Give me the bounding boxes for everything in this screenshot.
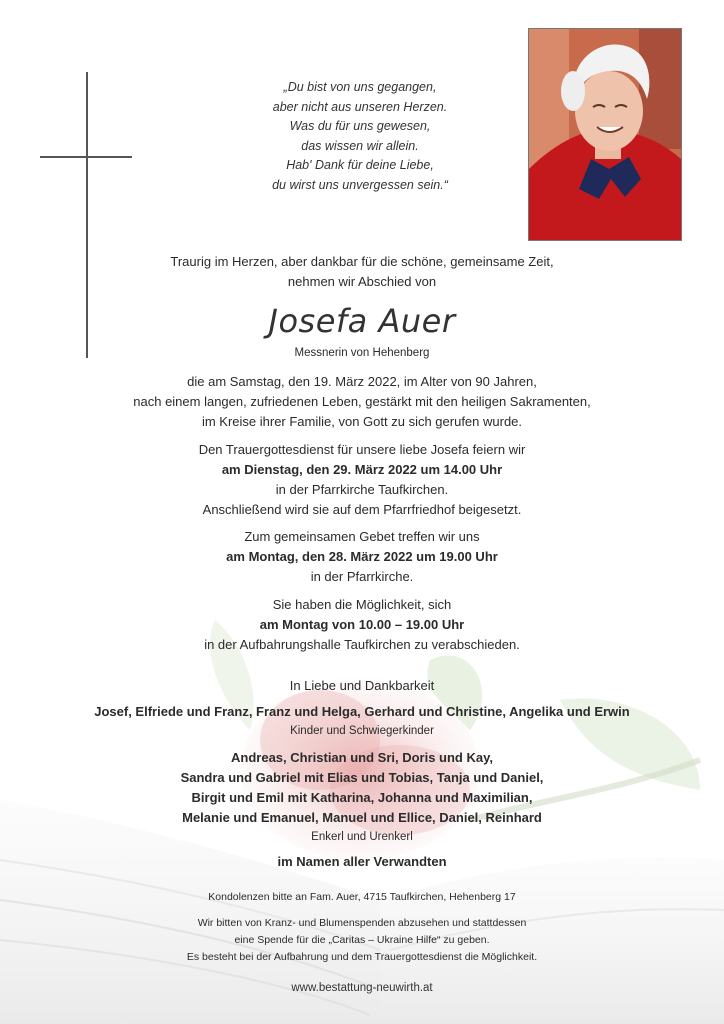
memorial-quote bbox=[210, 78, 510, 195]
prayer-date: am Montag, den 28. März 2022 um 19.00 Uhr bbox=[226, 549, 498, 564]
funeral-service bbox=[0, 440, 724, 520]
donation-line: Es besteht bei der Aufbahrung und dem Trauergottesdienst die Möglichkeit. bbox=[186, 951, 538, 963]
condolence-text: Kondolenzen bitte an Fam. Auer, 4715 Taufkirchen, Hehenberg 17 bbox=[208, 891, 516, 903]
death-notice-line: die am Samstag, den 19. März 2022, im Alter von 90 Jahren, bbox=[187, 374, 537, 389]
death-notice bbox=[0, 372, 724, 432]
funeral-intro: Den Trauergottesdienst für unsere liebe Josefa feiern wir bbox=[198, 442, 526, 457]
viewing-place: in der Aufbahrungshalle Taufkirchen zu verabschieden. bbox=[204, 637, 520, 652]
intro-line: Traurig im Herzen, aber dankbar für die schöne, gemeinsame Zeit, bbox=[170, 254, 554, 269]
funeral-date: am Dienstag, den 29. März 2022 um 14.00 Uhr bbox=[221, 462, 503, 477]
quote-line: das wissen wir allein. bbox=[301, 138, 419, 153]
deceased-title: Messnerin von Hehenberg bbox=[294, 347, 430, 359]
grandchildren-names: Birgit und Emil mit Katharina, Johanna und Maximilian, bbox=[191, 790, 533, 805]
death-notice-line: nach einem langen, zufriedenen Leben, gestärkt mit den heiligen Sakramenten, bbox=[133, 394, 591, 409]
prayer-service bbox=[0, 527, 724, 587]
grandchildren-label: Enkerl und Urenkerl bbox=[311, 831, 413, 843]
closing-block bbox=[0, 676, 724, 696]
children-names: Josef, Elfriede und Franz, Franz und Helga, Gerhard und Christine, Angelika und Erwin bbox=[94, 704, 630, 719]
viewing-intro: Sie haben die Möglichkeit, sich bbox=[272, 597, 452, 612]
portrait-photo bbox=[528, 28, 682, 241]
death-notice-line: im Kreise ihrer Familie, von Gott zu sich gerufen wurde. bbox=[201, 414, 523, 429]
quote-line: „Du bist von uns gegangen, bbox=[283, 80, 437, 94]
grandchildren-names: Sandra und Gabriel mit Elias und Tobias, Tanja und Daniel, bbox=[180, 770, 544, 785]
website-link[interactable]: www.bestattung-neuwirth.at bbox=[291, 982, 433, 994]
donation-line: eine Spende für die „Caritas – Ukraine Hilfe“ zu geben. bbox=[234, 934, 490, 946]
viewing-info bbox=[0, 595, 724, 655]
relatives-block bbox=[0, 852, 724, 872]
funeral-place: in der Pfarrkirche Taufkirchen. bbox=[275, 482, 449, 497]
quote-line: Hab' Dank für deine Liebe, bbox=[286, 158, 434, 172]
viewing-date: am Montag von 10.00 – 19.00 Uhr bbox=[259, 617, 465, 632]
intro-line: nehmen wir Abschied von bbox=[287, 274, 437, 289]
grandchildren-names: Andreas, Christian und Sri, Doris und Kay, bbox=[231, 750, 493, 765]
donation-line: Wir bitten von Kranz- und Blumenspenden abzusehen und stattdessen bbox=[197, 917, 527, 929]
children-block bbox=[0, 702, 724, 740]
quote-line: du wirst uns unvergessen sein.“ bbox=[272, 177, 448, 192]
donation-block bbox=[0, 915, 724, 966]
grandchildren-block bbox=[0, 748, 724, 846]
relatives-text: im Namen aller Verwandten bbox=[277, 854, 447, 869]
quote-line: aber nicht aus unseren Herzen. bbox=[272, 99, 448, 114]
intro-text bbox=[0, 252, 724, 292]
quote-line: Was du für uns gewesen, bbox=[289, 119, 431, 133]
deceased-title-block bbox=[0, 344, 724, 362]
closing-text: In Liebe und Dankbarkeit bbox=[289, 678, 435, 693]
grandchildren-names: Melanie und Emanuel, Manuel und Ellice, Daniel, Reinhard bbox=[182, 810, 542, 825]
prayer-intro: Zum gemeinsamen Gebet treffen wir uns bbox=[244, 529, 480, 544]
prayer-place: in der Pfarrkirche. bbox=[310, 569, 414, 584]
funeral-burial: Anschließend wird sie auf dem Pfarrfriedhof beigesetzt. bbox=[202, 502, 522, 517]
children-label: Kinder und Schwiegerkinder bbox=[290, 725, 434, 737]
condolence-block bbox=[0, 889, 724, 906]
deceased-name: Josefa Auer bbox=[268, 302, 456, 340]
